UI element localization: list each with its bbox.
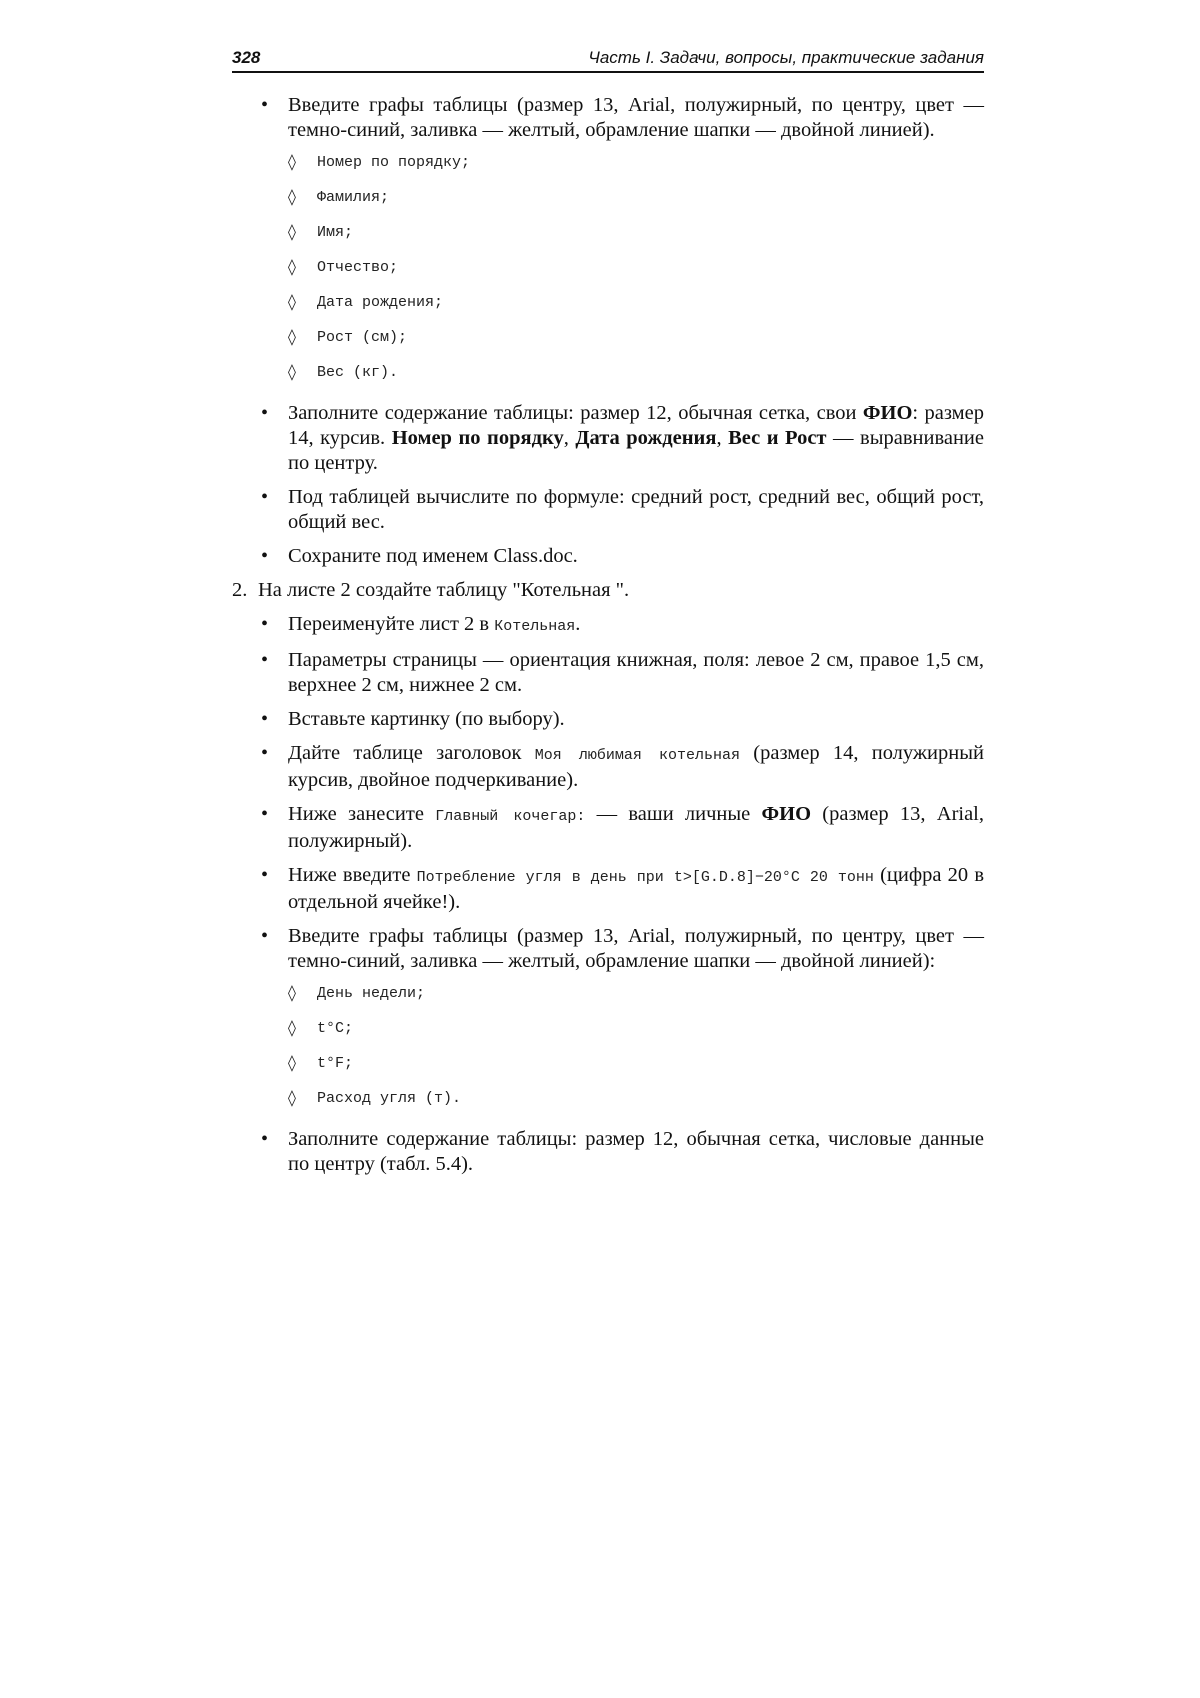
bullet-text: Вставьте картинку (по выбору). xyxy=(288,708,565,730)
bullet-text: Параметры страницы — ориентация книжная, поля: левое 2 см, правое 1,5 см, верхнее 2 см, нижнее 2 см. xyxy=(288,649,984,696)
text-run: (размер 14, полужирный курсив, двойное подчеркивание). xyxy=(288,742,984,791)
list-item xyxy=(232,257,984,292)
field-list xyxy=(232,983,984,1123)
list-item xyxy=(232,152,984,187)
mono-text: Моя любимая котельная xyxy=(534,747,741,764)
text-run: (размер 13, Arial, полужирный). xyxy=(288,803,985,852)
bullet-text: Введите графы таблицы (размер 13, Arial, полужирный, по центру, цвет — темно-синий, заливка — желтый, обрамление шапки — двойной линией): xyxy=(288,925,984,972)
list-item xyxy=(232,222,984,257)
bullet-item xyxy=(232,1127,984,1177)
bullet-item xyxy=(232,648,984,698)
list-item-text: Отчество; xyxy=(317,259,399,276)
text-run: , xyxy=(716,427,729,449)
diamond-icon: ◊ xyxy=(288,327,296,346)
running-header xyxy=(232,48,984,73)
body-text xyxy=(232,93,984,1177)
list-item xyxy=(232,1018,984,1053)
text-run: , xyxy=(563,427,576,449)
diamond-icon: ◊ xyxy=(288,187,296,206)
diamond-icon: ◊ xyxy=(288,1088,296,1107)
list-item-text: Фамилия; xyxy=(317,189,390,206)
list-item-text: Вес (кг). xyxy=(317,364,399,381)
bullet-item xyxy=(232,802,984,854)
list-item xyxy=(232,1088,984,1123)
text-run: Ниже занесите xyxy=(288,803,436,825)
diamond-icon: ◊ xyxy=(288,222,296,241)
bullet-item xyxy=(232,863,984,915)
diamond-icon: ◊ xyxy=(288,152,296,171)
list-item-text: t°F; xyxy=(317,1055,354,1072)
list-item xyxy=(232,983,984,1018)
list-item-text: Имя; xyxy=(317,224,354,241)
bullet-item xyxy=(232,612,984,639)
diamond-icon: ◊ xyxy=(288,257,296,276)
bullet-item xyxy=(232,93,984,143)
mono-text: Котельная xyxy=(494,618,576,635)
bullet-item xyxy=(232,401,984,476)
text-run: — выравнивание по центру. xyxy=(288,427,984,474)
page-number: 328 xyxy=(232,48,261,67)
diamond-icon: ◊ xyxy=(288,292,296,311)
list-item-text: Номер по порядку; xyxy=(317,154,471,171)
diamond-icon: ◊ xyxy=(288,983,296,1002)
text-run: . xyxy=(575,613,581,635)
list-item-text: t°C; xyxy=(317,1020,354,1037)
item-number: 2. xyxy=(232,579,248,601)
bullet-text: Заполните содержание таблицы: размер 12, обычная сетка, числовые данные по центру (табл. 5.4). xyxy=(288,1128,984,1175)
diamond-icon: ◊ xyxy=(288,1018,296,1037)
text-run: Ниже введите xyxy=(288,864,417,886)
list-item xyxy=(232,362,984,397)
text-run: Дайте таблице заголовок xyxy=(288,742,535,764)
text-run: (цифра 20 в отдельной ячейке!). xyxy=(288,864,984,913)
bold-text: Вес и Рост xyxy=(728,427,827,449)
bullet-item xyxy=(232,741,984,793)
bold-text: ФИО xyxy=(862,402,913,424)
list-item-text: День недели; xyxy=(317,985,426,1002)
list-item xyxy=(232,187,984,222)
bold-text: Номер по порядку xyxy=(391,427,564,449)
list-item xyxy=(232,1053,984,1088)
text-run: Переименуйте лист 2 в xyxy=(288,613,495,635)
bullet-item xyxy=(232,924,984,974)
bullet-text: Под таблицей вычислите по формуле: средний рост, средний вес, общий рост, общий вес. xyxy=(288,486,984,533)
bullet-text: Сохраните под именем Class.doc. xyxy=(288,545,578,567)
diamond-icon: ◊ xyxy=(288,362,296,381)
bold-text: Дата рождения xyxy=(575,427,717,449)
text-run: — ваши личные xyxy=(585,803,762,825)
diamond-icon: ◊ xyxy=(288,1053,296,1072)
list-item xyxy=(232,327,984,362)
list-item-text: Расход угля (т). xyxy=(317,1090,462,1107)
numbered-item xyxy=(232,578,984,603)
mono-text: Потребление угля в день при t>[G.D.8]−20°C 20 тонн xyxy=(416,869,874,886)
numbered-text: На листе 2 создайте таблицу "Котельная ". xyxy=(258,579,630,601)
running-title: Часть I. Задачи, вопросы, практические задания xyxy=(588,48,984,67)
page xyxy=(232,48,984,1186)
field-list xyxy=(232,152,984,397)
bullet-text: Введите графы таблицы (размер 13, Arial, полужирный, по центру, цвет — темно-синий, заливка — желтый, обрамление шапки — двойной линией). xyxy=(288,94,984,141)
list-item-text: Рост (см); xyxy=(317,329,408,346)
bullet-item xyxy=(232,707,984,732)
mono-text: Главный кочегар: xyxy=(435,808,586,825)
text-run: : размер 14, курсив. xyxy=(288,402,984,449)
list-item xyxy=(232,292,984,327)
list-item-text: Дата рождения; xyxy=(317,294,444,311)
text-run: Заполните содержание таблицы: размер 12, обычная сетка, свои xyxy=(288,402,863,424)
bold-text: ФИО xyxy=(761,803,812,825)
bullet-item xyxy=(232,485,984,535)
bullet-item xyxy=(232,544,984,569)
